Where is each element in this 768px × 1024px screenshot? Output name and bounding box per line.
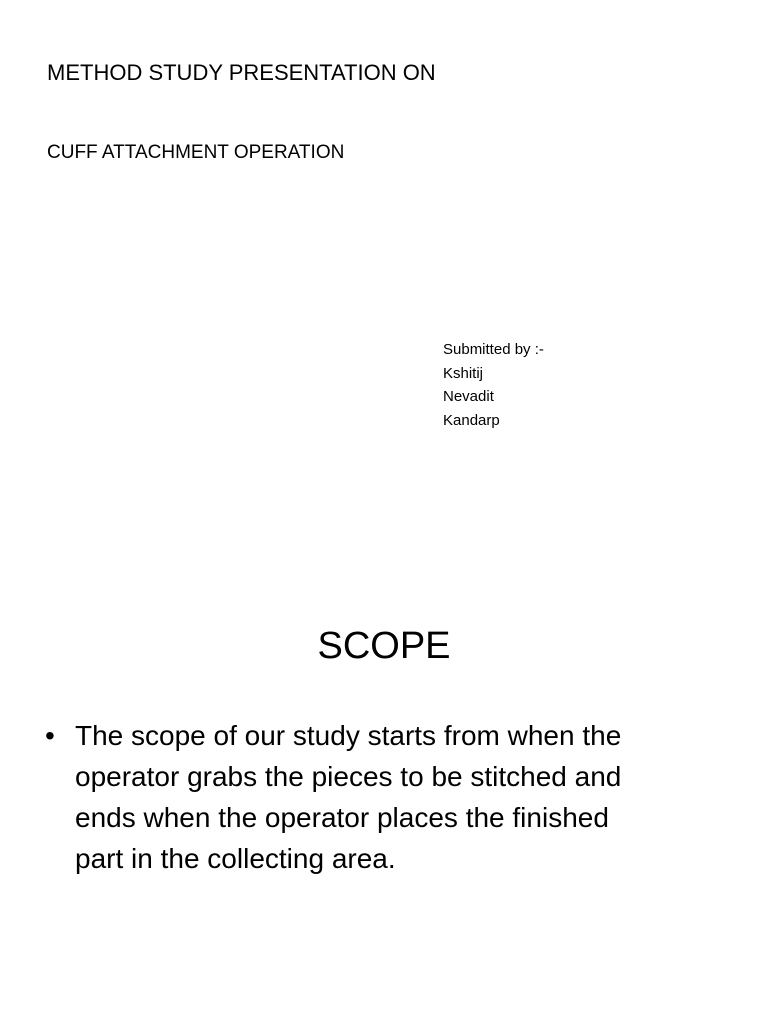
presentation-title: METHOD STUDY PRESENTATION ON — [47, 60, 436, 85]
bullet-text — [75, 715, 740, 879]
presentation-subtitle: CUFF ATTACHMENT OPERATION — [47, 142, 345, 163]
scope-heading: SCOPE — [317, 625, 451, 667]
submitted-by-label: Submitted by :- — [443, 341, 544, 358]
bullet-line: The scope of our study starts from when the — [75, 720, 622, 751]
author-name: Nevadit — [443, 388, 494, 405]
submitted-by-block — [443, 338, 544, 432]
bullet-line: part in the collecting area. — [75, 843, 396, 874]
bullet-icon: • — [45, 720, 55, 751]
author-name: Kshitij — [443, 364, 484, 382]
author-name: Kandarp — [443, 411, 500, 429]
bullet-line: operator grabs the pieces to be stitched and — [75, 761, 622, 792]
bullet-line: ends when the operator places the finished — [75, 802, 609, 833]
